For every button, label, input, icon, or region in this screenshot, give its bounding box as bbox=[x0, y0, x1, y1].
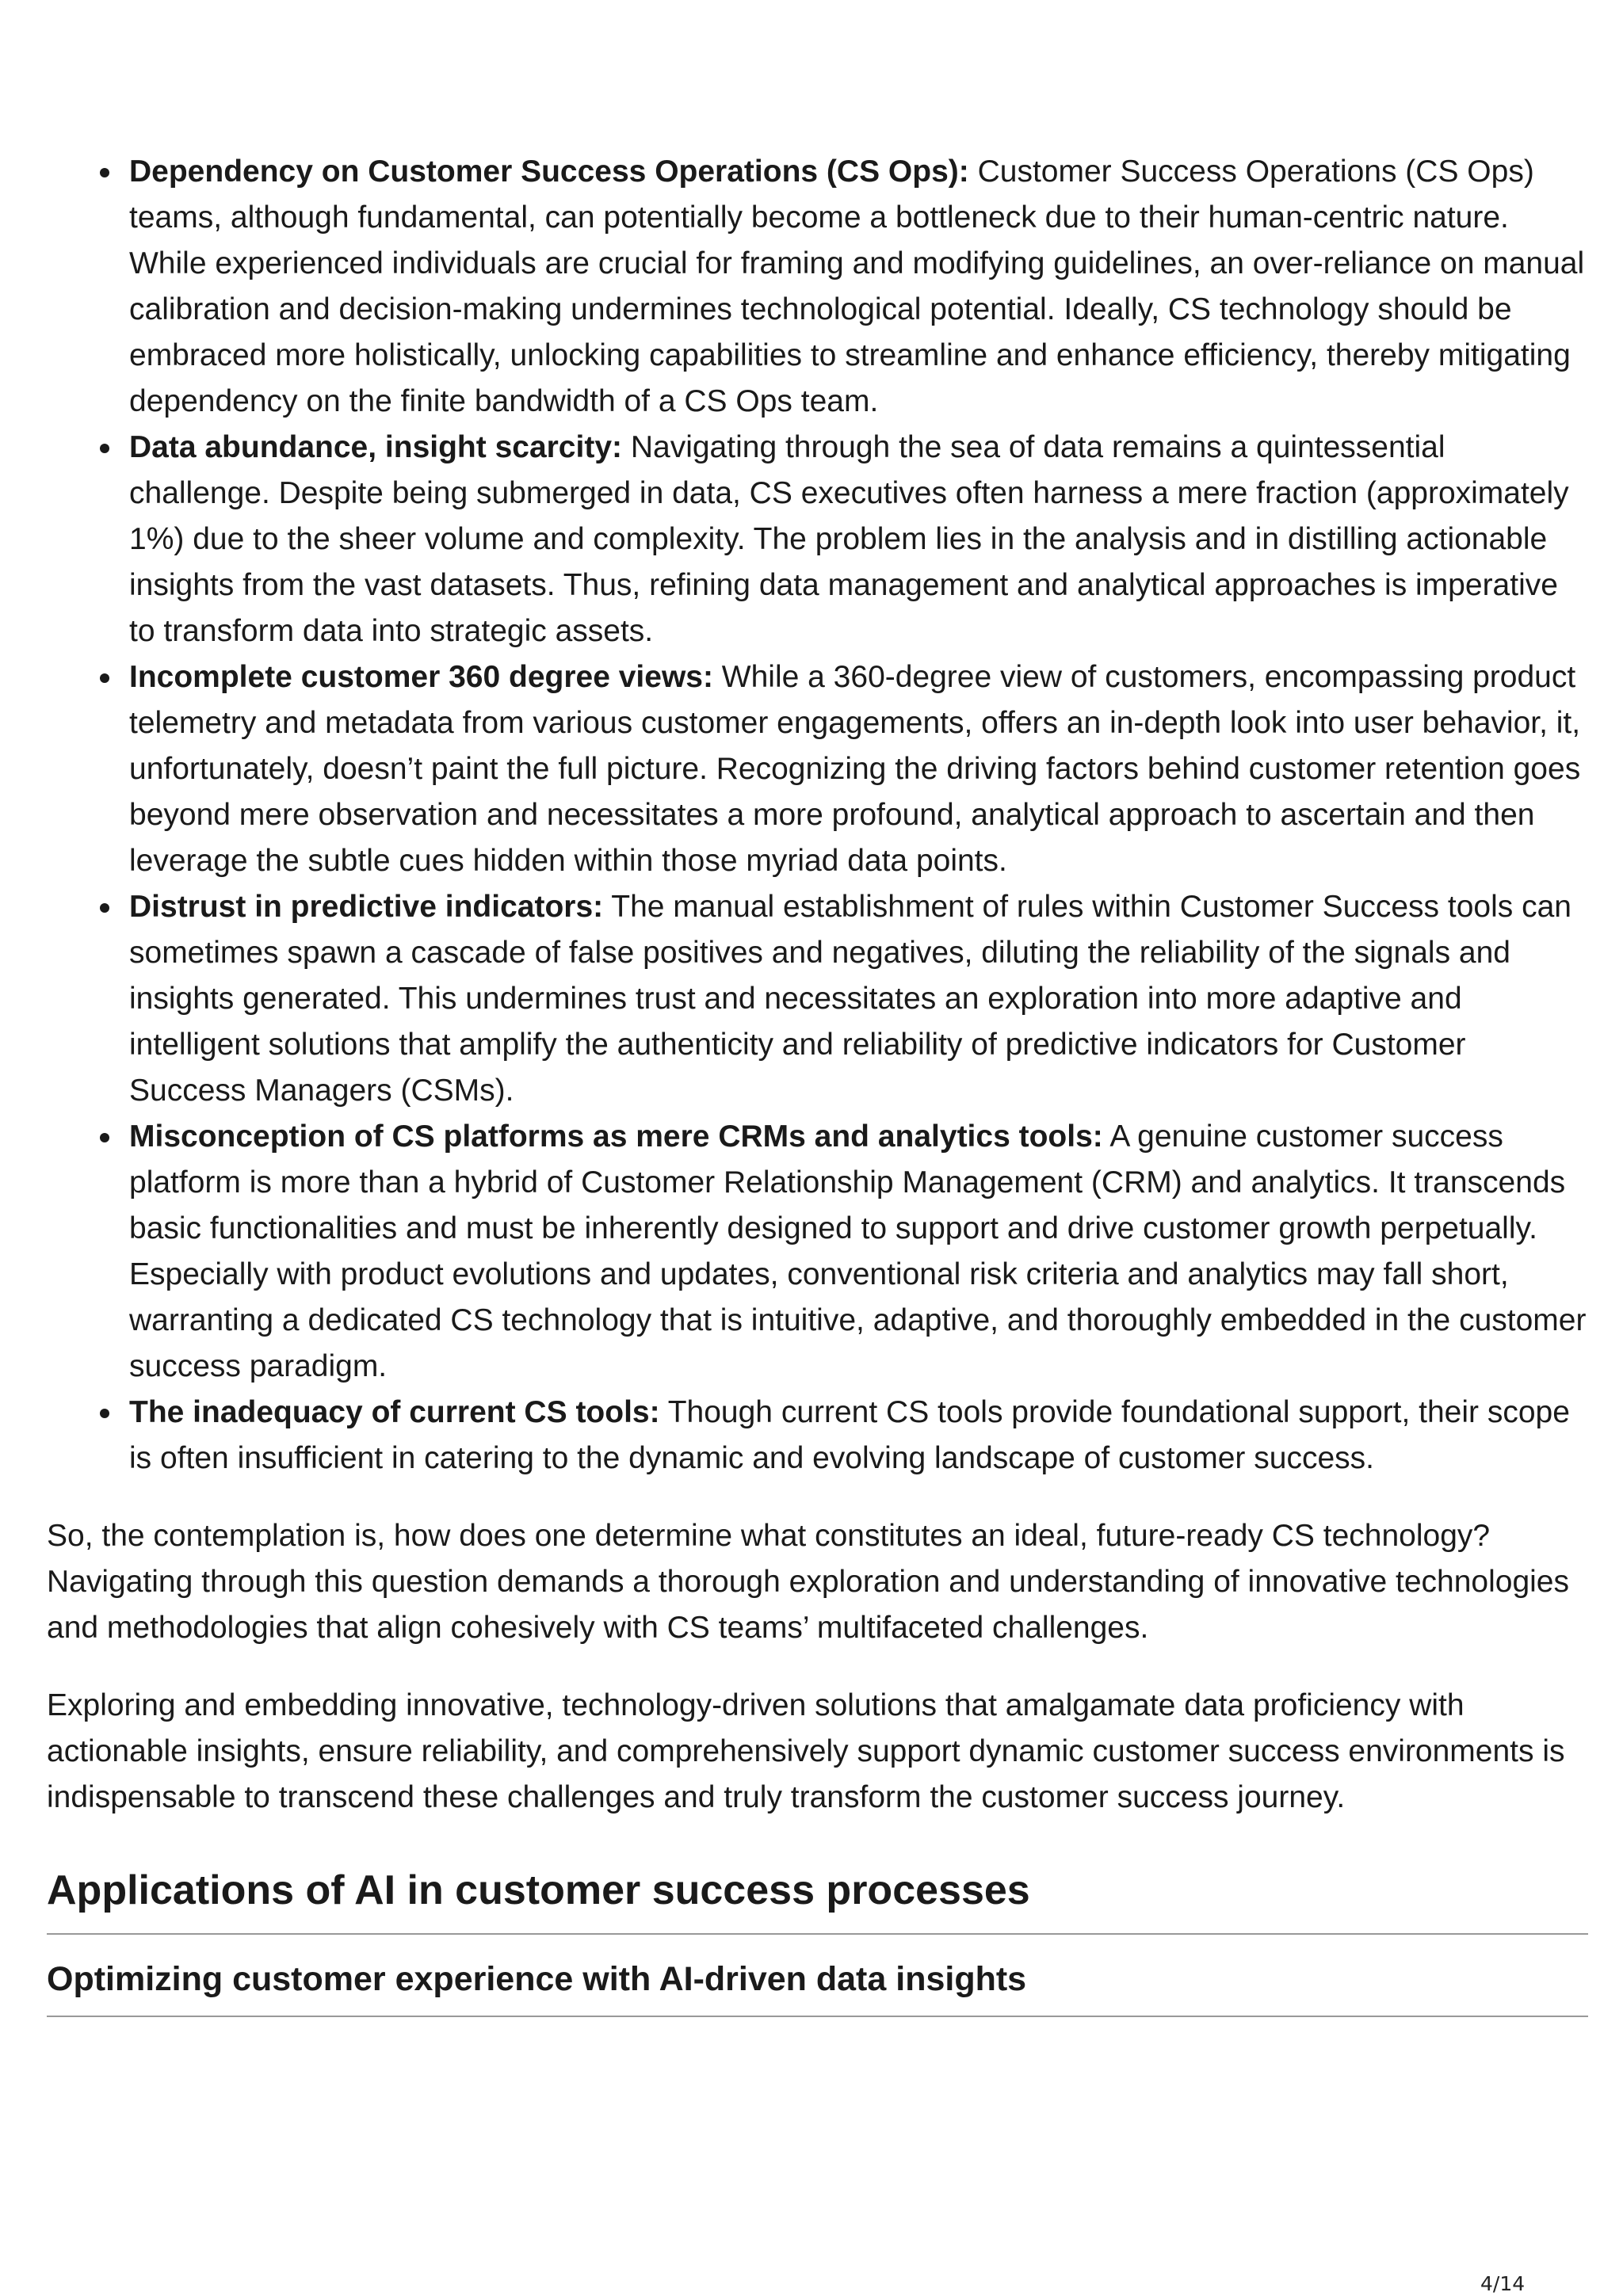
paragraph-contemplation: So, the contemplation is, how does one determine what constitutes an ideal, future-ready CS technology? Navigating through this question demands a thorough exploration and understanding of innovative technologies and methodologies that align cohesively with CS teams’ multifaceted challenges. bbox=[47, 1519, 1569, 1645]
list-item-term: Incomplete customer 360 degree views: bbox=[129, 660, 713, 694]
list-item-text: Navigating through the sea of data remains a quintessential challenge. Despite being submerged in data, CS executives often harness a mere fraction (approximately 1%) due to the sheer volume and complexity. The problem lies in the analysis and in distilling actionable insights from the vast datasets. Thus, refining data management and analytical approaches is imperative to transform data into strategic assets. bbox=[129, 430, 1569, 648]
list-item bbox=[129, 425, 1588, 654]
list-item-term: Dependency on Customer Success Operations (CS Ops): bbox=[129, 154, 969, 189]
subsection-heading: Optimizing customer experience with AI-driven data insights bbox=[47, 1957, 1588, 2017]
list-item-term: Misconception of CS platforms as mere CRMs and analytics tools: bbox=[129, 1119, 1103, 1154]
list-item bbox=[129, 654, 1588, 884]
list-item-term: Distrust in predictive indicators: bbox=[129, 890, 604, 924]
section-heading: Applications of AI in customer success processes bbox=[47, 1865, 1588, 1935]
list-item-text: Though current CS tools provide foundational support, their scope is often insufficient in catering to the dynamic and evolving landscape of customer success. bbox=[129, 1395, 1570, 1475]
list-item bbox=[129, 884, 1588, 1114]
list-item bbox=[129, 149, 1588, 425]
list-item-text: Customer Success Operations (CS Ops) teams, although fundamental, can potentially become a bottleneck due to their human-centric nature. While experienced individuals are crucial for framing and modifying guidelines, an over-reliance on manual calibration and decision-making undermines technological potential. Ideally, CS technology should be embraced more holistically, unlocking capabilities to streamline and enhance efficiency, thereby mitigating dependency on the finite bandwidth of a CS Ops team. bbox=[129, 154, 1585, 418]
paragraph-exploring: Exploring and embedding innovative, technology-driven solutions that amalgamate data proficiency with actionable insights, ensure reliability, and comprehensively support dynamic customer success environments is indispensable to transcend these challenges and truly transform the customer success journey. bbox=[47, 1688, 1565, 1814]
list-item bbox=[129, 1114, 1588, 1390]
list-item-text: While a 360-degree view of customers, encompassing product telemetry and metadata from various customer engagements, offers an in-depth look into user behavior, it, unfortunately, doesn’t paint the full picture. Recognizing the driving factors behind customer retention goes beyond mere observation and necessitates a more profound, analytical approach to ascertain and then leverage the subtle cues hidden within those myriad data points. bbox=[129, 660, 1581, 878]
list-item bbox=[129, 1390, 1588, 1482]
list-item-text: A genuine customer success platform is more than a hybrid of Customer Relationship Management (CRM) and analytics. It transcends basic functionalities and must be inherently designed to support and drive customer growth perpetually. Especially with product evolutions and updates, conventional risk criteria and analytics may fall short, warranting a dedicated CS technology that is intuitive, adaptive, and thoroughly embedded in the customer success paradigm. bbox=[129, 1119, 1587, 1383]
page-number: 4/14 bbox=[1480, 2272, 1526, 2295]
list-item-term: The inadequacy of current CS tools: bbox=[129, 1395, 660, 1429]
list-item-term: Data abundance, insight scarcity: bbox=[129, 430, 623, 464]
challenges-list bbox=[47, 149, 1588, 1482]
document-body bbox=[47, 149, 1588, 2017]
list-item-text: The manual establishment of rules within Customer Success tools can sometimes spawn a cascade of false positives and negatives, diluting the reliability of the signals and insights generated. This undermines trust and necessitates an exploration into more adaptive and intelligent solutions that amplify the authenticity and reliability of predictive indicators for Customer Success Managers (CSMs). bbox=[129, 890, 1571, 1108]
